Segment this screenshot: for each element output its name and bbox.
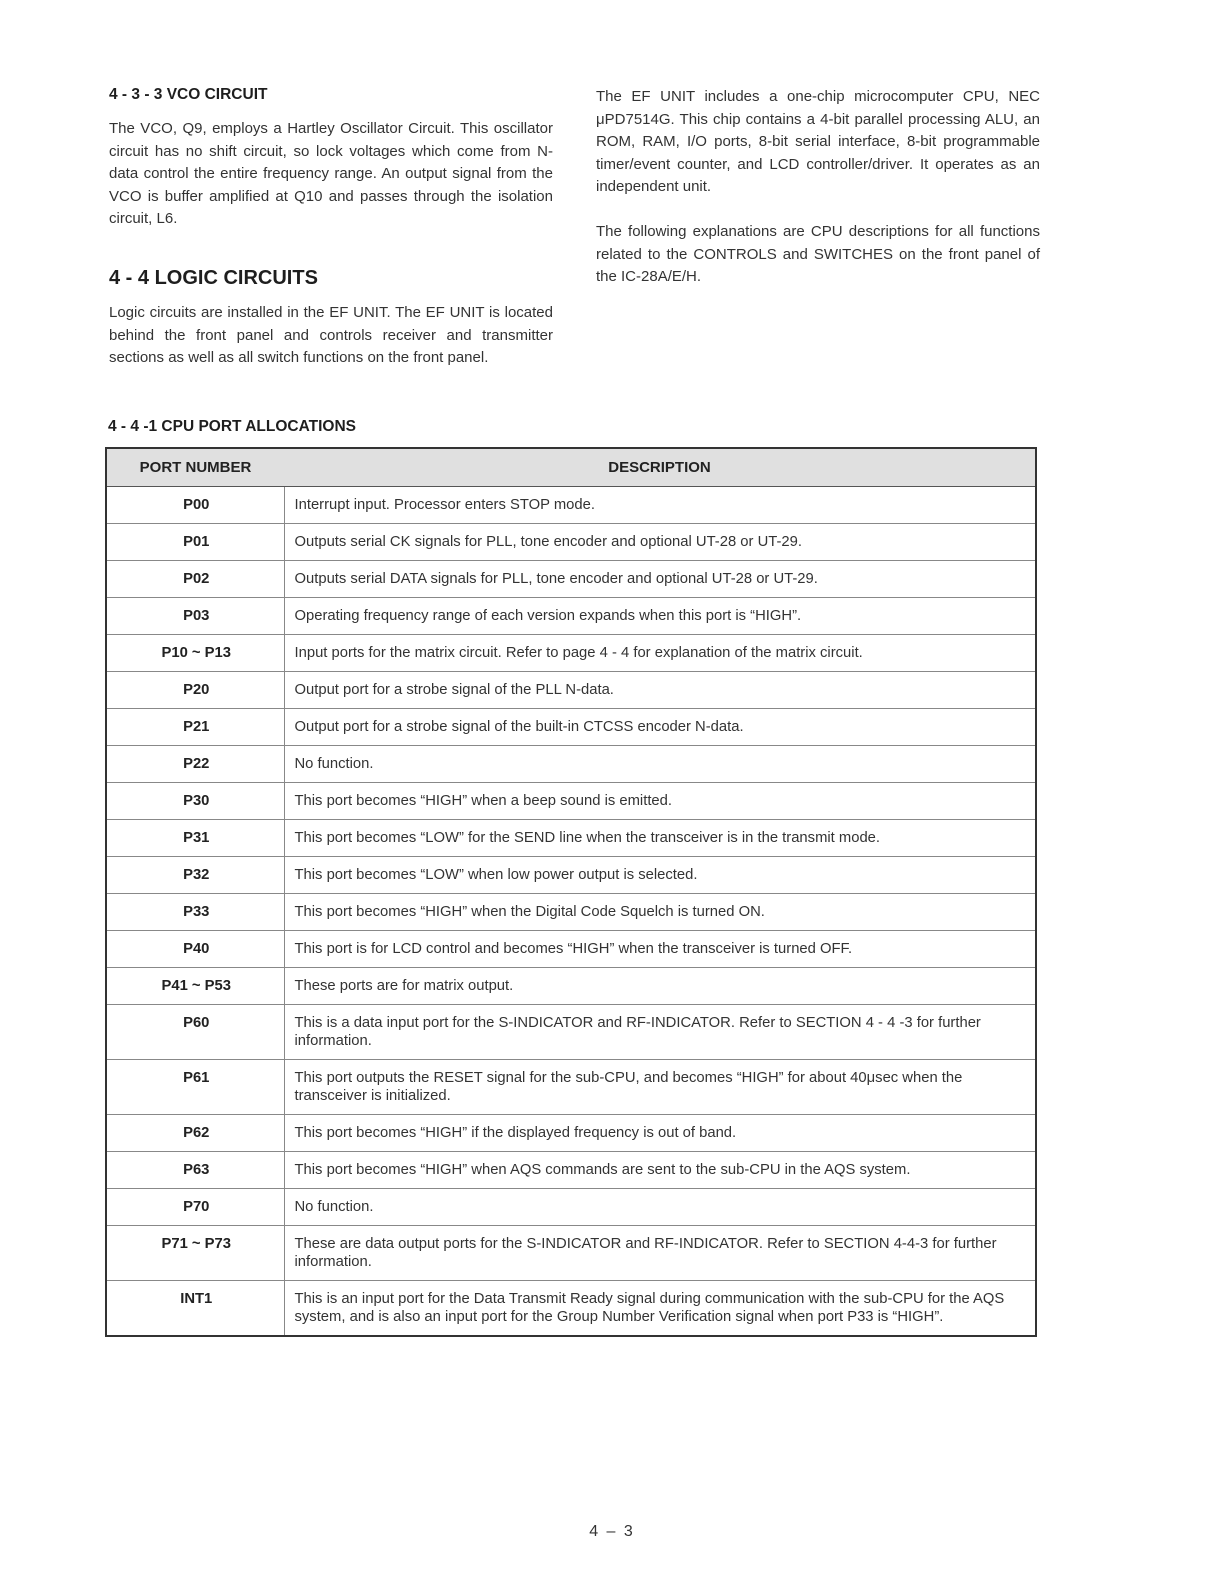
description-cell: No function. [284,1189,1036,1226]
port-number-cell: P32 [106,857,284,894]
table-row [106,1005,1036,1060]
description-cell: Interrupt input. Processor enters STOP mode. [284,487,1036,524]
logic-circuits-heading: 4 - 4 LOGIC CIRCUITS [109,266,318,289]
port-number-cell: P20 [106,672,284,709]
table-row [106,1189,1036,1226]
description-cell: Output port for a strobe signal of the built-in CTCSS encoder N-data. [284,709,1036,746]
port-number-cell: P22 [106,746,284,783]
vco-circuit-text: The VCO, Q9, employs a Hartley Oscillator Circuit. This oscillator circuit has no shift circuit, so lock voltages which come from N-data control the entire frequency range. An output signal from the VCO is buffer amplified at Q10 and passes through the isolation circuit, L6. [109,120,553,228]
port-number-cell: P00 [106,487,284,524]
table-title: 4 - 4 -1 CPU PORT ALLOCATIONS [108,418,357,435]
port-number-cell: P10 ~ P13 [106,635,284,672]
description-cell: This port becomes “LOW” for the SEND line when the transceiver is in the transmit mode. [284,820,1036,857]
table-row [106,746,1036,783]
right-column [596,86,1040,311]
port-number-cell: P03 [106,598,284,635]
port-number-cell: P61 [106,1060,284,1115]
description-cell: This port is for LCD control and becomes “HIGH” when the transceiver is turned OFF. [284,931,1036,968]
description-cell: This port outputs the RESET signal for the sub-CPU, and becomes “HIGH” for about 40μsec when the transceiver is initialized. [284,1060,1036,1115]
left-column [109,86,553,392]
description-cell: Operating frequency range of each version expands when this port is “HIGH”. [284,598,1036,635]
port-number-cell: P02 [106,561,284,598]
logic-circuits-text: Logic circuits are installed in the EF UNIT. The EF UNIT is located behind the front panel and controls receiver and transmitter sections as well as all switch functions on the front panel. [109,303,553,367]
description-cell: This port becomes “HIGH” when the Digital Code Squelch is turned ON. [284,894,1036,931]
port-number-cell: P33 [106,894,284,931]
table-row [106,931,1036,968]
table-row [106,524,1036,561]
table-row [106,635,1036,672]
table-row [106,894,1036,931]
port-number-cell: P63 [106,1152,284,1189]
port-number-cell: P01 [106,524,284,561]
port-number-header: PORT NUMBER [106,448,284,487]
table-row [106,968,1036,1005]
table-header-row [106,448,1036,487]
port-number-cell: P41 ~ P53 [106,968,284,1005]
ef-unit-description: The EF UNIT includes a one-chip microcomputer CPU, NEC μPD7514G. This chip contains a 4-bit parallel processing ALU, an ROM, RAM, I/O ports, 8-bit serial interface, 8-bit programmable timer/event counter, and LCD controller/driver. It operates as an independent unit. [596,88,1040,196]
description-cell: These are data output ports for the S-INDICATOR and RF-INDICATOR. Refer to SECTION 4-4-3 for further information. [284,1226,1036,1281]
table-row [106,1060,1036,1115]
description-cell: This port becomes “HIGH” when AQS commands are sent to the sub-CPU in the AQS system. [284,1152,1036,1189]
table-row [106,820,1036,857]
description-cell: Output port for a strobe signal of the PLL N-data. [284,672,1036,709]
port-number-cell: P40 [106,931,284,968]
description-cell: This port becomes “HIGH” when a beep sound is emitted. [284,783,1036,820]
port-number-cell: P60 [106,1005,284,1060]
table-row [106,1152,1036,1189]
table-row [106,672,1036,709]
table-row [106,857,1036,894]
description-cell: This is a data input port for the S-INDICATOR and RF-INDICATOR. Refer to SECTION 4 - 4 -3 for further information. [284,1005,1036,1060]
cpu-descriptions-intro: The following explanations are CPU descriptions for all functions related to the CONTROLS and SWITCHES on the front panel of the IC-28A/E/H. [596,222,1040,286]
port-number-cell: P31 [106,820,284,857]
description-cell: This port becomes “LOW” when low power output is selected. [284,857,1036,894]
port-number-cell: P30 [106,783,284,820]
description-cell: These ports are for matrix output. [284,968,1036,1005]
table-row [106,1226,1036,1281]
port-number-cell: INT1 [106,1281,284,1337]
vco-circuit-heading: 4 - 3 - 3 VCO CIRCUIT [109,86,268,103]
description-cell: No function. [284,746,1036,783]
port-number-cell: P71 ~ P73 [106,1226,284,1281]
description-cell: Input ports for the matrix circuit. Refer to page 4 - 4 for explanation of the matrix circuit. [284,635,1036,672]
port-number-cell: P62 [106,1115,284,1152]
table-row [106,783,1036,820]
cpu-port-table [105,447,1037,1337]
port-number-cell: P70 [106,1189,284,1226]
table-row [106,598,1036,635]
table-row [106,1281,1036,1337]
description-cell: Outputs serial DATA signals for PLL, tone encoder and optional UT-28 or UT-29. [284,561,1036,598]
description-cell: This is an input port for the Data Transmit Ready signal during communication with the sub-CPU for the AQS system, and is also an input port for the Group Number Verification signal when port P33 is “HIGH”. [294,1291,1005,1325]
table-row [106,487,1036,524]
description-cell: This port becomes “HIGH” if the displayed frequency is out of band. [284,1115,1036,1152]
port-number-cell: P21 [106,709,284,746]
description-cell: Outputs serial CK signals for PLL, tone encoder and optional UT-28 or UT-29. [284,524,1036,561]
description-header: DESCRIPTION [284,448,1036,487]
table-body [106,487,1036,1337]
table-row [106,1115,1036,1152]
table-row [106,561,1036,598]
table-row [106,709,1036,746]
page-number: 4 – 3 [589,1523,635,1540]
